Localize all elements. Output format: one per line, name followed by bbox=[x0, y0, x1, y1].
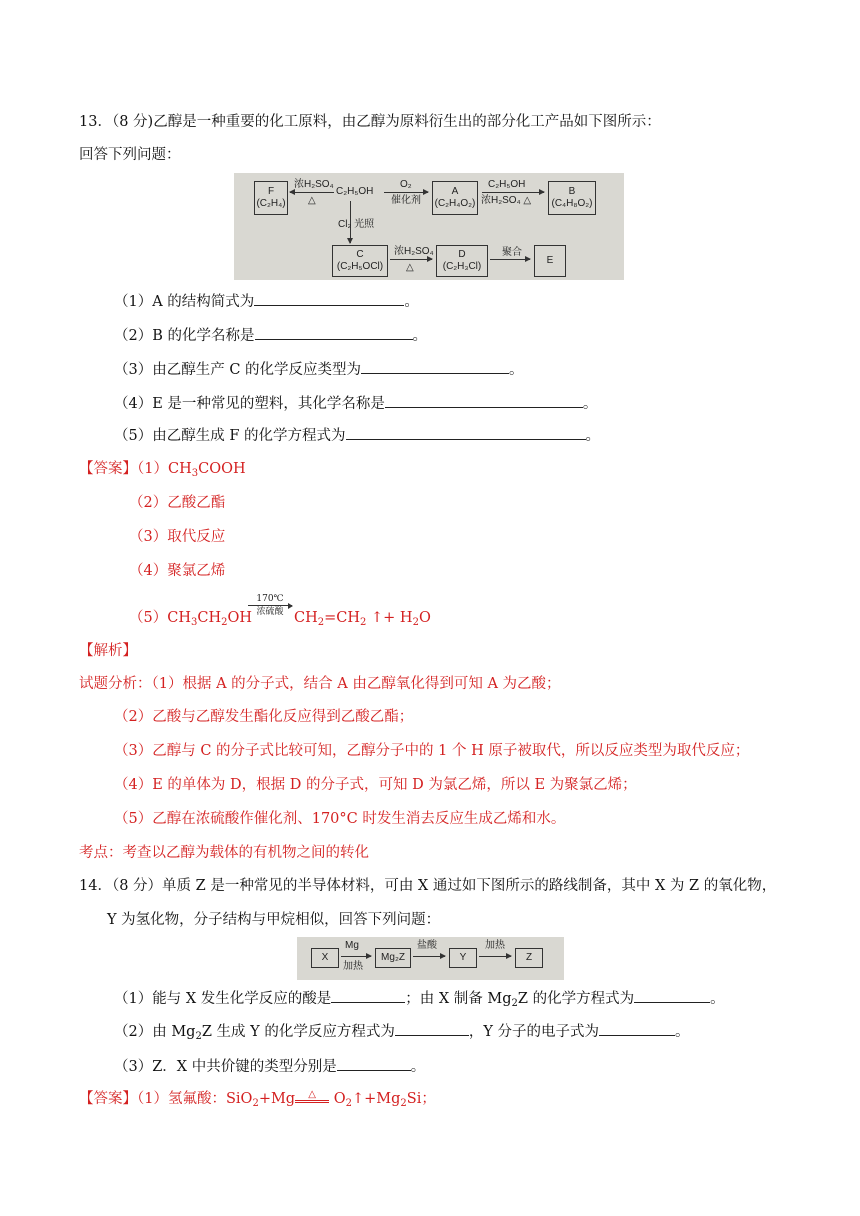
analysis-line-2: （2）乙酸与乙醇发生酯化反应得到乙酸乙酯； bbox=[114, 709, 414, 725]
arrow-to-B bbox=[482, 192, 544, 193]
q14-answer-1: 【答案】（1）氢氟酸：SiO$_2$+Mg △ $O_2↑+Mg_2Si$； bbox=[79, 1089, 436, 1109]
cond-F-bottom: △ bbox=[308, 195, 316, 206]
q14-route-diagram bbox=[297, 937, 564, 980]
q13-answer-5: $(5)CH_3CH_2OH$ bbox=[129, 610, 253, 628]
q13-item-2: （2）B 的化学名称是 。 bbox=[114, 325, 427, 346]
cond-B-top: C₂H₅OH bbox=[488, 179, 526, 190]
analysis-line-5: （5）乙醇在浓硫酸作催化剂、170°C 时发生消去反应生成乙烯和水。 bbox=[114, 811, 566, 827]
q13-item-1: （1）A 的结构简式为 。 bbox=[114, 291, 419, 312]
q14-stem-line-1: 14．（8 分）单质 Z 是一种常见的半导体材料，可由 X 通过如下图所示的路线制备，其中 X 为 Z 的氧化物， bbox=[79, 878, 777, 894]
q13-item-5: （5）由乙醇生成 F 的化学方程式为 。 bbox=[114, 425, 600, 446]
arrow-to-A bbox=[384, 192, 428, 193]
q14-item-3: （3）Z．X 中共价键的类型分别是 。 bbox=[114, 1056, 425, 1077]
box-X: X bbox=[311, 948, 339, 968]
cond-mg: Mg bbox=[345, 940, 359, 951]
box-Mg2Z: Mg₂Z bbox=[375, 948, 411, 968]
q14-item-1: （1）能与 X 发生化学反应的酸是 ；由 X 制备 $Mg_2Z$ 的化学方程式为 。 bbox=[114, 988, 725, 1009]
answer-label: 【答案】 bbox=[79, 1091, 137, 1107]
q14-stem-line-2: Y 为氢化物，分子结构与甲烷相似，回答下列问题： bbox=[107, 912, 441, 928]
q13-answer-2: （2）乙酸乙酯 bbox=[129, 495, 226, 511]
arrow-to-mg2z bbox=[341, 956, 371, 957]
analysis-line-4: （4）E 的单体为 D，根据 D 的分子式，可知 D 为氯乙烯，所以 E 为聚氯乙烯； bbox=[114, 777, 637, 793]
arrow-to-D bbox=[390, 259, 432, 260]
box-F: F (C₂H₄) bbox=[254, 181, 288, 215]
cond-A-bottom: 催化剂 bbox=[391, 195, 421, 206]
arrow-to-Y bbox=[413, 956, 445, 957]
box-D: D (C₂H₃Cl) bbox=[436, 245, 488, 277]
q13-stem: 13．（8 分)乙醇是一种重要的化工原料，由乙醇为原料衍生出的部分化工产品如下图所示： bbox=[79, 114, 661, 130]
box-C: C (C₂H₅OCl) bbox=[332, 245, 388, 277]
arrow-to-F bbox=[290, 192, 334, 193]
cond-C: Cl₂ 光照 bbox=[338, 219, 375, 230]
q13-answer-5-products: $CH_2=CH_2$ ↑+ $H_2O$ bbox=[294, 610, 431, 628]
box-Z: Z bbox=[515, 948, 543, 968]
box-E: E bbox=[534, 245, 566, 277]
answer-blank[interactable] bbox=[634, 988, 710, 1003]
q13-answer-4: （4）聚氯乙烯 bbox=[129, 563, 226, 579]
q13-item-4: （4）E 是一种常见的塑料，其化学名称是 。 bbox=[114, 393, 597, 414]
analysis-line-1: 试题分析：（1）根据 A 的分子式，结合 A 由乙醇氧化得到可知 A 为乙酸； bbox=[79, 676, 561, 692]
cond-F-top: 浓H₂SO₄ bbox=[294, 179, 334, 190]
q13-item-3: （3）由乙醇生产 C 的化学反应类型为 。 bbox=[114, 359, 524, 380]
q13-answer-3: （3）取代反应 bbox=[129, 529, 226, 545]
heat-condition-sign: △ bbox=[295, 1090, 329, 1103]
answer-blank[interactable] bbox=[395, 1021, 469, 1036]
cond-heat-1: 加热 bbox=[343, 961, 363, 972]
arrow-to-Z bbox=[479, 956, 511, 957]
box-A: A (C₂H₄O₂) bbox=[432, 181, 478, 215]
q13-instruction: 回答下列问题： bbox=[79, 147, 181, 163]
answer-blank[interactable] bbox=[385, 393, 583, 408]
reaction-condition-arrow: 170℃ 浓硫酸 bbox=[248, 594, 292, 617]
answer-blank[interactable] bbox=[254, 291, 404, 306]
q14-item-2: （2）由 $Mg_2Z$ 生成 Y 的化学反应方程式为 ，Y 分子的电子式为 。 bbox=[114, 1021, 690, 1042]
cond-D-top: 浓H₂SO₄ bbox=[394, 246, 434, 257]
answer-label: 【答案】 bbox=[79, 461, 137, 477]
cond-B-bottom: 浓H₂SO₄ △ bbox=[481, 195, 532, 206]
answer-blank[interactable] bbox=[337, 1056, 411, 1071]
answer-blank[interactable] bbox=[331, 988, 405, 1003]
answer-blank[interactable] bbox=[346, 425, 586, 440]
cond-D-bottom: △ bbox=[406, 262, 414, 273]
q13-answer-1: 【答案】$(1)CH_3COOH$ bbox=[79, 461, 246, 479]
cond-A-top: O₂ bbox=[400, 179, 412, 190]
cond-heat-2: 加热 bbox=[485, 940, 505, 951]
answer-blank[interactable] bbox=[599, 1021, 675, 1036]
arrow-to-E bbox=[490, 259, 530, 260]
ethanol-label: C₂H₅OH bbox=[336, 186, 374, 197]
box-Y: Y bbox=[449, 948, 477, 968]
kaodian: 考点：考查以乙醇为载体的有机物之间的转化 bbox=[79, 845, 369, 861]
analysis-line-3: （3）乙醇与 C 的分子式比较可知，乙醇分子中的 1 个 H 原子被取代，所以反应类型为取代反应； bbox=[114, 743, 750, 759]
cond-hcl: 盐酸 bbox=[417, 940, 437, 951]
box-B: B (C₄H₈O₂) bbox=[548, 181, 596, 215]
analysis-label: 【解析】 bbox=[79, 643, 137, 659]
cond-E: 聚合 bbox=[502, 247, 522, 258]
answer-blank[interactable] bbox=[361, 359, 509, 374]
q13-reaction-diagram bbox=[234, 173, 624, 280]
answer-blank[interactable] bbox=[255, 325, 413, 340]
